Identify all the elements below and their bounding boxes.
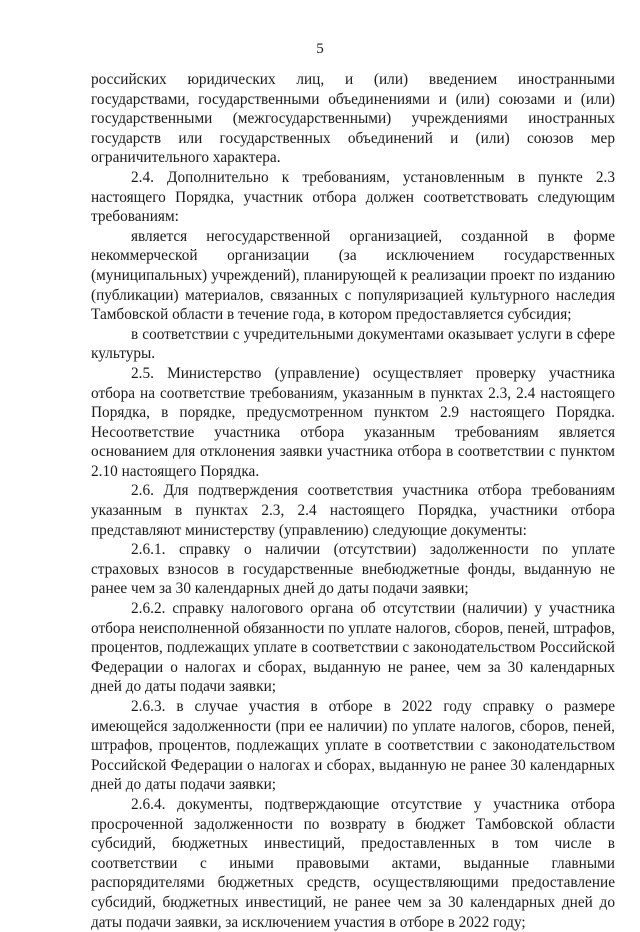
paragraph-2-6-1: 2.6.1. справку о наличии (отсутствии) задолженности по уплате страховых взносов в государственные внебюджетные фонды, выданную не ранее чем за 30 календарных дней до даты подачи заявки; — [91, 541, 615, 598]
paragraph-2-6-4: 2.6.4. документы, подтверждающие отсутствие у участника отбора просроченной задолженности по возврату в бюджет Тамбовской области субсидий, бюджетных инвестиций, предоставленных в том числе в соответствии с иными правовыми актами, выданные главными распорядителями бюджетных средств, осуществляющими предоставление субсидий, бюджетных инвестиций, не ранее чем за 30 календарных дней до даты подачи заявки, за исключением участия в отборе в 2022 году; — [91, 795, 615, 931]
page-number: 5 — [316, 41, 324, 57]
paragraph-2-6-3: 2.6.3. в случае участия в отборе в 2022 году справку о размере имеющейся задолженности (при ее наличии) по уплате налогов, сборов, пеней, штрафов, процентов, подлежащих уплате в соответствии с законодательством Российской Федерации о налогах и сборах, выданную не ранее 30 календарных дней до даты подачи заявки; — [91, 698, 615, 794]
document-body — [91, 70, 615, 932]
paragraph-continuation: российских юридических лиц, и (или) введением иностранными государствами, государственными объединениями и (или) союзами и (или) государственными (межгосударственными) учреждениями иностранных государств или государственных объединений и (или) союзов мер ограничительного характера. — [91, 71, 615, 167]
paragraph-2-4: 2.4. Дополнительно к требованиям, установленным в пункте 2.3 настоящего Порядка, участник отбора должен соответствовать следующим требованиям: — [91, 168, 615, 226]
paragraph-2-6-2: 2.6.2. справку налогового органа об отсутствии (наличии) у участника отбора неисполненной обязанности по уплате налогов, сборов, пеней, штрафов, процентов, подлежащих уплате в соответствии с законодательством Российской Федерации о налогах и сборах, выданную не ранее, чем за 30 календарных дней до даты подачи заявки; — [91, 600, 615, 696]
paragraph-2-6: 2.6. Для подтверждения соответствия участника отбора требованиям указанным в пунктах 2.3, 2.4 настоящего Порядка, участники отбора представляют министерству (управлению) следующие документы: — [91, 482, 615, 539]
paragraph-requirement-culture: в соответствии с учредительными документами оказывает услуги в сфере культуры. — [91, 325, 615, 363]
paragraph-2-5: 2.5. Министерство (управление) осуществляет проверку участника отбора на соответствие требованиям, указанным в пунктах 2.3, 2.4 настоящего Порядка, в порядке, предусмотренном пунктом 2.9 настоящего Порядка. Несоответствие участника отбора указанным требованиям является основанием для отклонения заявки участника отбора в соответствии с пунктом 2.10 настоящего Порядка. — [91, 364, 615, 480]
paragraph-requirement-ngo: является негосударственной организацией, созданной в форме некоммерческой организации (за исключением государственных (муниципальных) учреждений), планирующей к реализации проект по изданию (публикации) материалов, связанных с популяризацией культурного наследия Тамбовской области в течение года, в котором предоставляется субсидия; — [91, 227, 615, 324]
